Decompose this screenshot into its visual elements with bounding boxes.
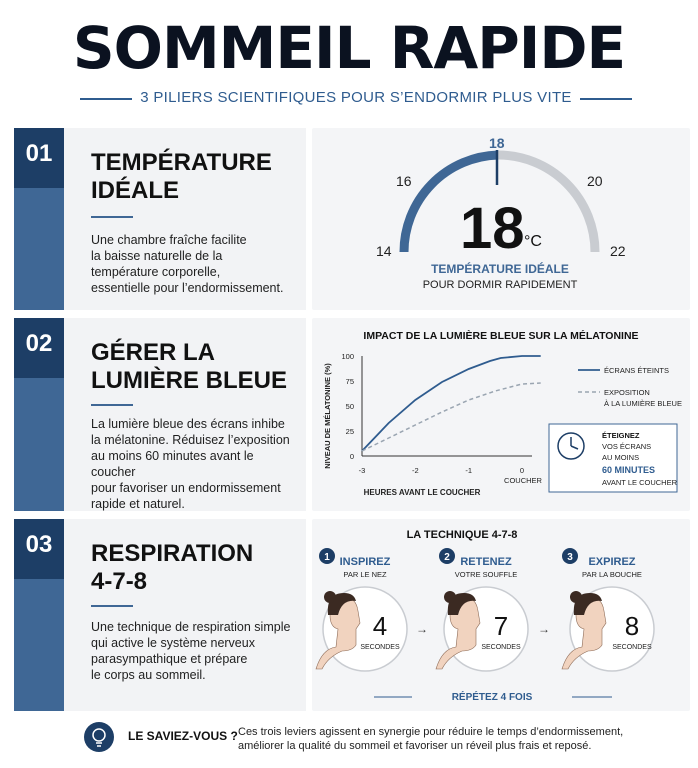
section-2-title-line1: GÉRER LA [91, 339, 216, 366]
footer-text-line-1: Ces trois leviers agissent en synergie pour réduire le temps d’endormissement, [238, 726, 624, 738]
page-subtitle: 3 PILIERS SCIENTIFIQUES POUR S’ENDORMIR PLUS VITE [140, 89, 572, 106]
melatonin-chart-panel [312, 318, 690, 511]
lightbulb-icon [84, 722, 114, 752]
page-title: SOMMEIL RAPIDE [72, 14, 626, 82]
desc-line: essentielle pour l’endormissement. [91, 281, 284, 295]
section-3-description [91, 619, 301, 683]
section-3-title-line1: RESPIRATION [91, 540, 254, 567]
callout-line-last: AVANT LE COUCHER [602, 478, 678, 487]
breathing-panel [312, 519, 690, 711]
gauge-value: 18 [460, 196, 525, 261]
footer-text [238, 725, 678, 753]
chart-y-tick-label: 100 [341, 352, 354, 361]
chart-y-tick-label: 0 [349, 452, 354, 461]
chart-y-tick-label: 25 [345, 427, 354, 436]
gauge-tick-16: 16 [396, 173, 412, 189]
section-2-band [14, 318, 64, 511]
step-1-unit: SECONDES [360, 644, 400, 651]
temperature-gauge [312, 128, 690, 310]
legend-label-ecrans: ÉCRANS ÉTEINTS [604, 366, 670, 375]
chart-x-tick-label: 0 [519, 466, 525, 475]
desc-line: la mélatonine. Réduisez l’exposition [91, 433, 290, 447]
series-line-ecrans-eteints [362, 356, 541, 451]
chart-x-tick-label: -2 [411, 466, 419, 475]
step-1-count: 4 [372, 611, 388, 641]
step-2-number: 2 [444, 552, 450, 563]
step-2-detail: VOTRE SOUFFLE [454, 570, 518, 579]
step-2-count: 7 [493, 611, 509, 641]
chart-title: IMPACT DE LA LUMIÈRE BLEUE SUR LA MÉLATONINE [363, 330, 639, 342]
arrow-icon-2: → [538, 622, 550, 636]
legend-label-exposition-1: EXPOSITION [604, 388, 650, 397]
legend-label-exposition-2: À LA LUMIÈRE BLEUE [604, 399, 682, 408]
section-2-rule [91, 404, 133, 406]
chart-y-ticks [341, 352, 354, 461]
desc-line: pour favoriser un endormissement [91, 481, 281, 495]
desc-line: parasympathique et prépare [91, 652, 248, 666]
subtitle-row [80, 88, 632, 108]
step-3-action: EXPIREZ [588, 556, 636, 568]
step-3-number: 3 [567, 552, 573, 563]
section-2-description [91, 416, 301, 512]
step-1-number: 1 [324, 552, 330, 563]
callout-line-2: VOS ÉCRANS [602, 442, 652, 451]
subtitle-rule-right [580, 98, 632, 100]
chart-xlabel: HEURES AVANT LE COUCHER [363, 488, 481, 497]
desc-line: qui active le système nerveux [91, 636, 255, 650]
callout-highlight: 60 MINUTES [602, 465, 656, 475]
section-1-description [91, 232, 301, 296]
chart-x-tick-label: -1 [465, 466, 473, 475]
section-1-rule [91, 216, 133, 218]
section-3-band [14, 519, 64, 711]
step-3-count: 8 [624, 611, 640, 641]
desc-line: température corporelle, [91, 265, 221, 279]
melatonin-chart [312, 318, 690, 511]
section-1-title-line1: TEMPÉRATURE [91, 149, 272, 176]
chart-x-tick-sub: COUCHER [504, 476, 542, 485]
breathing-diagram [312, 519, 690, 711]
gauge-caption-2: POUR DORMIR RAPIDEMENT [422, 279, 578, 291]
section-3-text-panel [64, 519, 306, 711]
step-1-action: INSPIREZ [339, 556, 391, 568]
section-3-rule [91, 605, 133, 607]
step-2-action: RETENEZ [460, 556, 512, 568]
step-3-detail: PAR LA BOUCHE [582, 570, 642, 579]
footer-label: LE SAVIEZ-VOUS ? [128, 729, 238, 743]
temperature-gauge-panel [312, 128, 690, 310]
section-2-title-line2: LUMIÈRE BLEUE [91, 367, 288, 394]
callout-line-1: ÉTEIGNEZ [602, 431, 640, 440]
desc-line: rapide et naturel. [91, 497, 185, 511]
gauge-tick-20: 20 [587, 173, 603, 189]
chart-x-tick-label: -3 [358, 466, 366, 475]
desc-line: La lumière bleue des écrans inhibe [91, 417, 285, 431]
step-2-unit: SECONDES [481, 644, 521, 651]
footer-text-line-2: améliorer la qualité du sommeil et favoriser un réveil plus frais et reposé. [238, 740, 592, 752]
section-1-text-panel [64, 128, 306, 310]
gauge-tick-18: 18 [489, 135, 505, 151]
chart-x-ticks [359, 466, 524, 475]
desc-line: la baisse naturelle de la [91, 249, 223, 263]
desc-line: Une technique de respiration simple [91, 620, 291, 634]
arrow-icon-1: → [416, 622, 428, 636]
step-3-unit: SECONDES [612, 644, 652, 651]
callout-line-3: AU MOINS [602, 453, 640, 462]
section-1-band [14, 128, 64, 310]
desc-line: Une chambre fraîche facilite [91, 233, 247, 247]
section-3-number: 03 [25, 531, 53, 558]
chart-ylabel: NIVEAU DE MÉLATONINE (%) [323, 363, 332, 469]
repeat-label: RÉPÉTEZ 4 FOIS [451, 692, 533, 703]
section-1-number: 01 [25, 140, 53, 167]
section-2-number: 02 [25, 330, 53, 357]
gauge-tick-14: 14 [376, 243, 392, 259]
desc-line: au moins 60 minutes avant le coucher [91, 449, 254, 479]
breathing-title: LA TECHNIQUE 4-7-8 [406, 529, 518, 541]
gauge-unit: °C [524, 233, 542, 250]
chart-y-tick-label: 50 [345, 402, 354, 411]
section-2-text-panel [64, 318, 306, 511]
section-1-title-line2: IDÉALE [91, 177, 180, 204]
gauge-tick-22: 22 [610, 243, 626, 259]
section-3-title-line2: 4-7-8 [91, 568, 148, 595]
series-line-exposition [362, 383, 541, 451]
step-1-detail: PAR LE NEZ [343, 570, 387, 579]
chart-y-tick-label: 75 [345, 377, 354, 386]
desc-line: le corps au sommeil. [91, 668, 206, 682]
gauge-caption-1: TEMPÉRATURE IDÉALE [431, 262, 569, 276]
